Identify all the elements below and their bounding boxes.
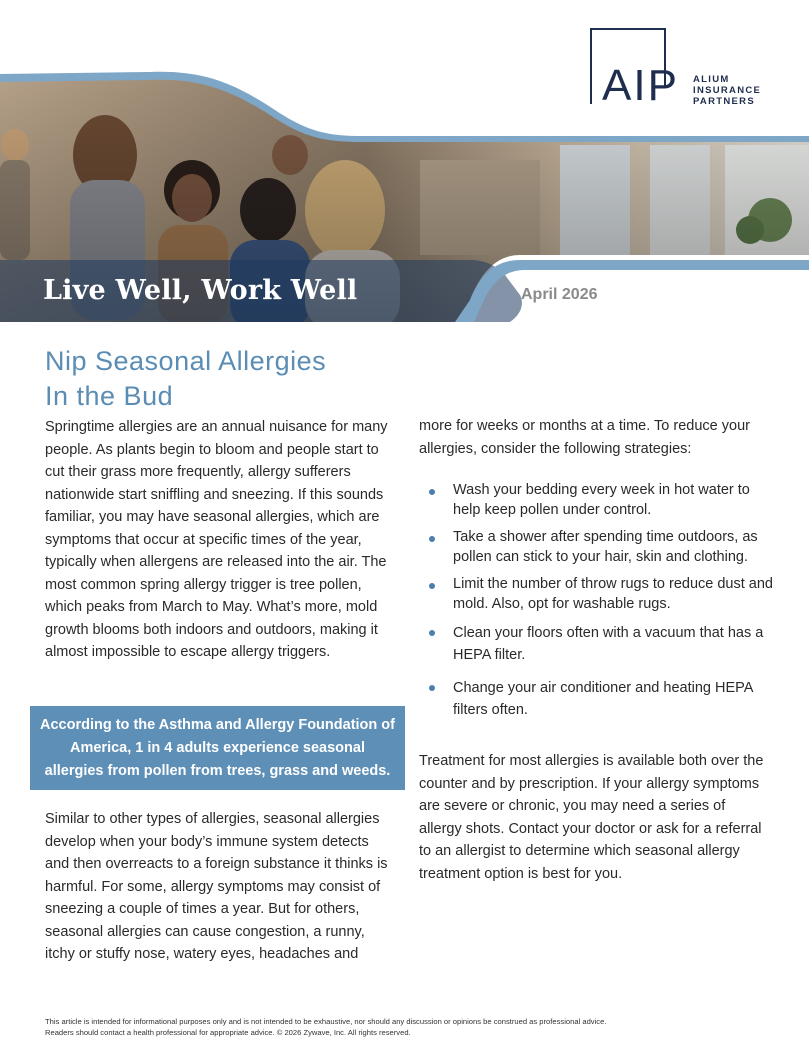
bullet-icon	[429, 489, 435, 495]
bullet-icon	[429, 536, 435, 542]
list-item: Clean your floors often with a vacuum that has a HEPA filter.	[419, 622, 774, 666]
statistic-callout: According to the Asthma and Allergy Foundation of America, 1 in 4 adults experience seasonal allergies from pollen from trees, grass and weeds.	[30, 706, 405, 790]
treatment-paragraph: Treatment for most allergies is available both over the counter and by prescription. If your allergy symptoms are severe or chronic, you may need a series of allergy shots. Contact your doctor or ask for a referral to an allergist to determine which seasonal allergy treatment option is best for you.	[419, 753, 764, 882]
list-item: Take a shower after spending time outdoors, as pollen can stick to your hair, skin and clothing.	[419, 528, 774, 567]
body-paragraph-right: more for weeks or months at a time. To reduce your allergies, consider the following strategies:	[419, 418, 750, 457]
bullet-icon	[429, 583, 435, 589]
banner-date: April 2026	[521, 286, 598, 303]
banner-title: Live Well, Work Well	[43, 275, 358, 306]
logo-mark: AIP	[602, 61, 679, 110]
article-headline	[45, 344, 326, 414]
list-item: Wash your bedding every week in hot water to help keep pollen under control.	[419, 481, 774, 520]
headline-line-2: In the Bud	[45, 381, 174, 411]
headline-line-1: Nip Seasonal Allergies	[45, 346, 327, 376]
disclaimer-footer: This article is intended for informational purposes only and is not intended to be exhaustive, nor should any discussion or opinions be construed as professional advice. Readers should contact a health professional for appropriate advice. © 2026 Zywave, Inc. All rights reserved.	[45, 1017, 607, 1037]
intro-paragraph: Springtime allergies are an annual nuisance for many people. As plants begin to bloom and people start to cut their grass more frequently, allergy sufferers nationwide start sniffling and sneezing. If this sounds familiar, you may have seasonal allergies, which are symptoms that occur at specific times of the year, typically when allergens are released into the air. The most common spring allergy trigger is tree pollen, which peaks from March to May. What’s more, mold growth blooms both indoors and outdoors, making it almost impossible to escape allergy triggers.	[45, 419, 388, 660]
list-item: Change your air conditioner and heating HEPA filters often.	[419, 677, 774, 721]
logo-subtitle: ALIUM INSURANCE PARTNERS	[693, 74, 762, 107]
bullet-icon	[429, 630, 435, 636]
strategy-list	[419, 481, 774, 721]
bullet-icon	[429, 685, 435, 691]
body-paragraph-left: Similar to other types of allergies, seasonal allergies develop when your body’s immune system detects and then overreacts to a foreign substance it thinks is harmful. For some, allergy symptoms may consist of sneezing a couple of times a year. But for others, seasonal allergies can cause congestion, a runny, itchy or stuffy nose, watery eyes, headaches and	[45, 811, 388, 962]
list-item: Limit the number of throw rugs to reduce dust and mold. Also, opt for washable rugs.	[419, 575, 774, 614]
